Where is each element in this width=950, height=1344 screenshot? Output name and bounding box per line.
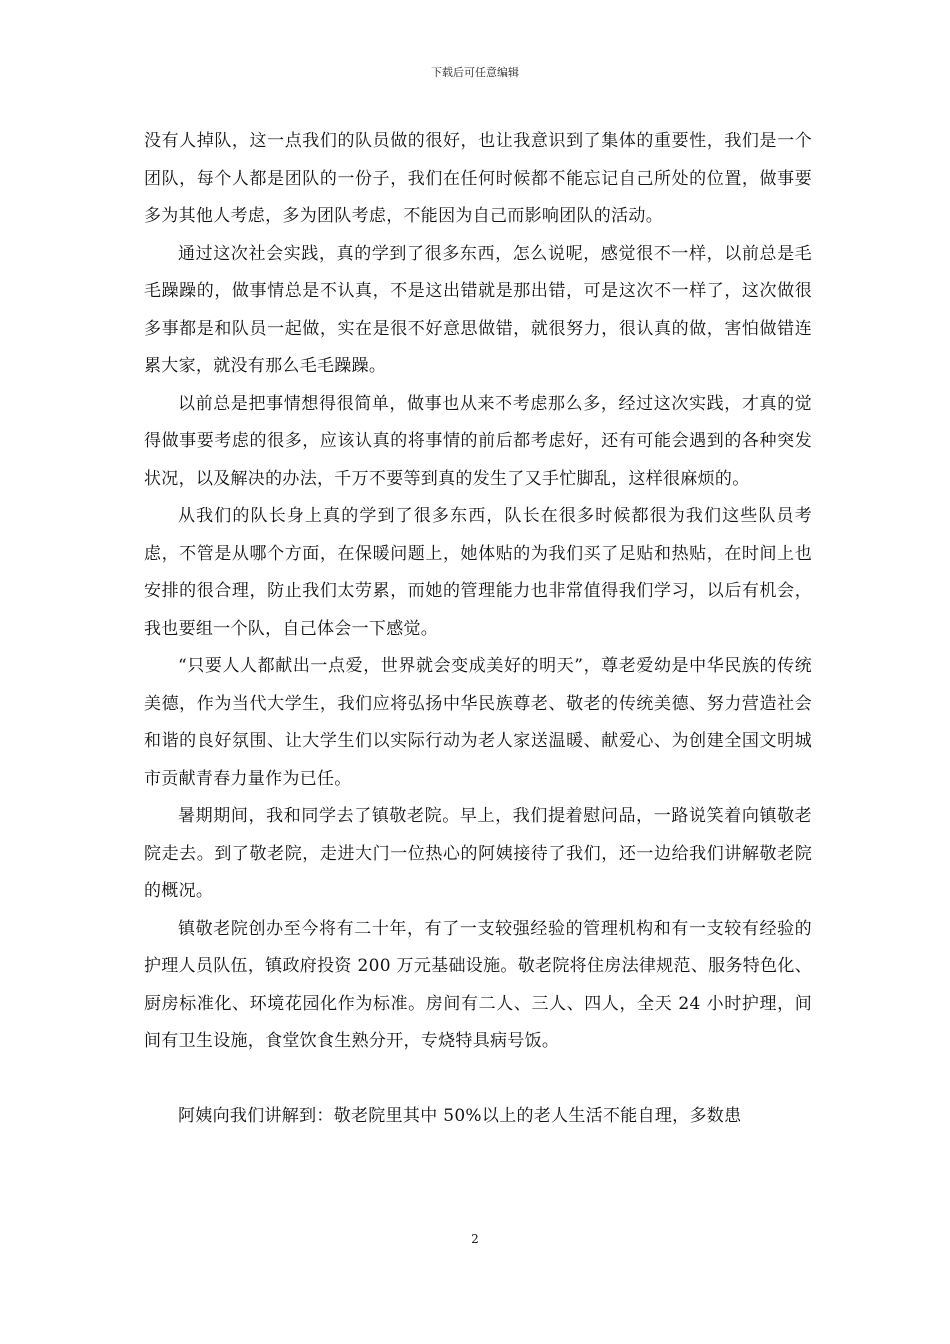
page-header: 下载后可任意编辑 (431, 66, 519, 79)
paragraph-4: 从我们的队长身上真的学到了很多东西，队长在很多时候都很为我们这些队员考虑，不管是从哪个方面，在保暖问题上，她体贴的为我们买了足贴和热贴，在时间上也安排的很合理，防止我们太劳累，而她的管理能力也非常值得我们学习，以后有机会，我也要组一个队，自己体会一下感觉。 (144, 506, 812, 639)
document-body (144, 123, 812, 1135)
paragraph-8: 阿姨向我们讲解到：敬老院里其中 50%以上的老人生活不能自理，多数患 (178, 1105, 742, 1126)
paragraph-3: 以前总是把事情想得很简单，做事也从来不考虑那么多，经过这次实践，才真的觉得做事要考虑的很多，应该认真的将事情的前后都考虑好，还有可能会遇到的各种突发状况，以及解决的办法，千万不要等到真的发生了又手忙脚乱，这样很麻烦的。 (144, 393, 812, 489)
paragraph-2: 通过这次社会实践，真的学到了很多东西，怎么说呢，感觉很不一样，以前总是毛毛躁躁的，做事情总是不认真，不是这出错就是那出错，可是这次不一样了，这次做很多事都是和队员一起做，实在是很不好意思做错，就很努力，很认真的做，害怕做错连累大家，就没有那么毛毛躁躁。 (144, 243, 812, 376)
paragraph-5: “只要人人都献出一点爱，世界就会变成美好的明天”，尊老爱幼是中华民族的传统美德，作为当代大学生，我们应将弘扬中华民族尊老、敬老的传统美德、努力营造社会和谐的良好氛围、让大学生们以实际行动为老人家送温暖、献爱心、为创建全国文明城市贡献青春力量作为已任。 (144, 656, 812, 789)
page-number: 2 (471, 1232, 479, 1246)
paragraph-7: 镇敬老院创办至今将有二十年，有了一支较强经验的管理机构和有一支较有经验的护理人员队伍，镇政府投资 200 万元基础设施。敬老院将住房法律规范、服务特色化、厨房标准化、环境花园化作为标准。房间有二人、三人、四人，全天 24 小时护理，间间有卫生设施，食堂饮食生熟分开，专烧特具病号饭。 (144, 918, 812, 1051)
paragraph-1: 没有人掉队，这一点我们的队员做的很好，也让我意识到了集体的重要性，我们是一个团队，每个人都是团队的一份子，我们在任何时候都不能忘记自己所处的位置，做事要多为其他人考虑，多为团队考虑，不能因为自己而影响团队的活动。 (144, 131, 812, 226)
paragraph-6: 暑期期间，我和同学去了镇敬老院。早上，我们提着慰问品，一路说笑着向镇敬老院走去。到了敬老院，走进大门一位热心的阿姨接待了我们，还一边给我们讲解敬老院的概况。 (144, 806, 812, 901)
